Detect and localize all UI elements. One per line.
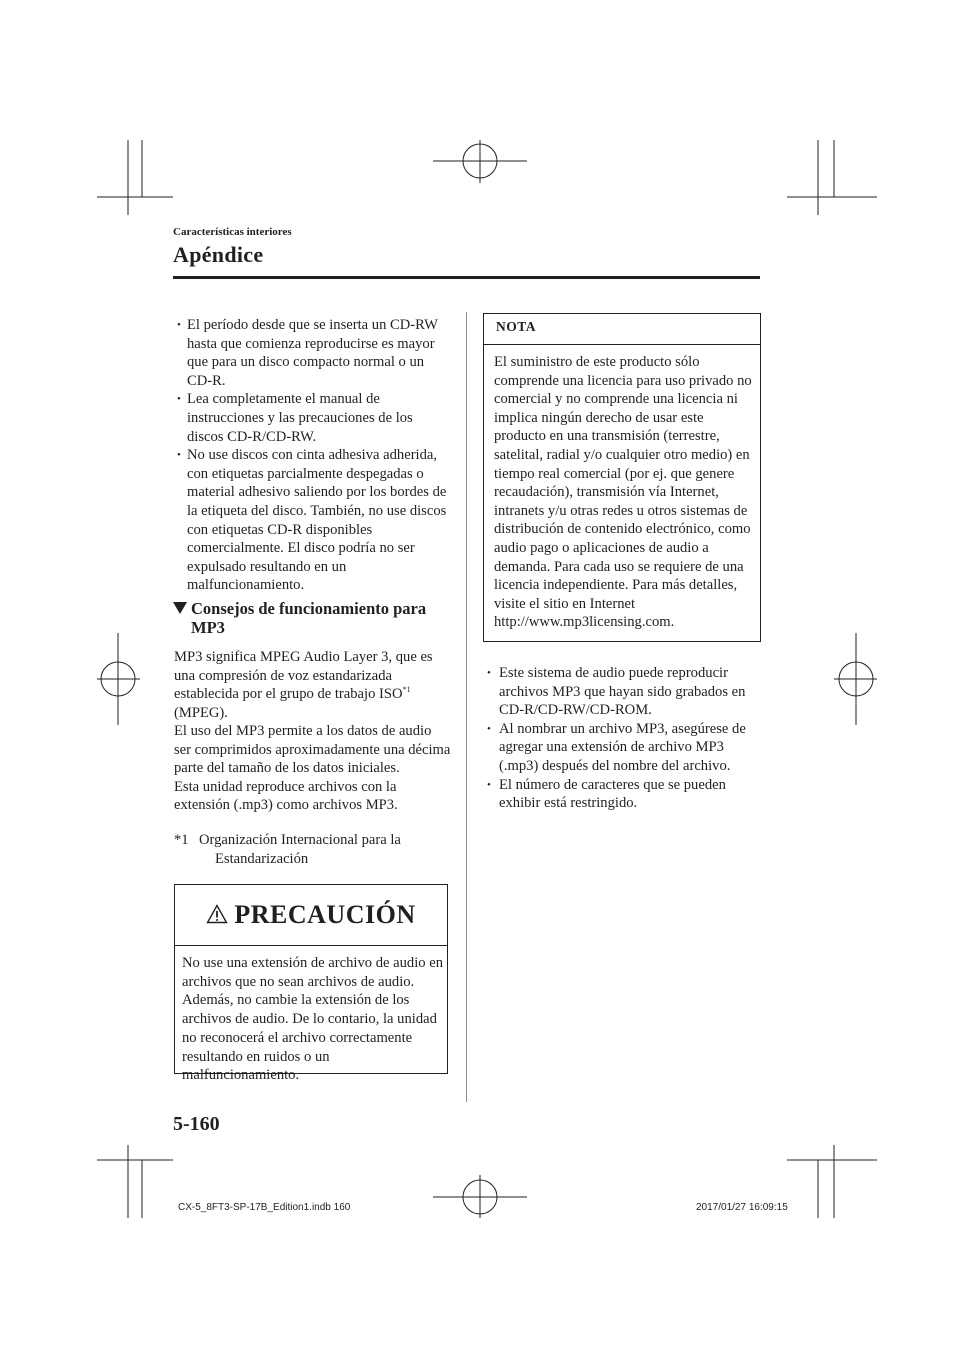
print-timestamp: 2017/01/27 16:09:15	[696, 1202, 788, 1213]
warning-icon	[206, 904, 228, 924]
mp3-description	[174, 648, 452, 815]
mp3-text: (MPEG).	[174, 704, 228, 721]
mp3-text: MP3 significa MPEG Audio Layer 3, que es una compresión de voz estandarizada establecida por el grupo de trabajo ISO	[174, 649, 433, 702]
list-item: • Al nombrar un archivo MP3, asegúrese de agregar una extensión de archivo MP3 (.mp3) después del nombre del archivo.	[484, 720, 756, 776]
note-divider	[484, 344, 760, 345]
footnote-text: Organización Internacional para la	[199, 832, 401, 848]
subheading-text: Consejos de funcionamiento para MP3	[191, 599, 427, 637]
right-bullet-list	[484, 664, 756, 813]
footnote-number: *1	[174, 832, 189, 848]
footnote-text: Estandarización	[215, 850, 309, 867]
note-title: NOTA	[496, 319, 537, 334]
header-rule	[173, 276, 760, 279]
caution-text: No use una extensión de archivo de audio en archivos que no sean archivos de audio. Además, no cambie la extensión de los archivos de audio. De lo contario, la unidad no reconocerá el archivo correctamente resultando en ruidos o un malfuncionamiento.	[182, 955, 443, 1084]
list-item: • El número de caracteres que se pueden exhibir está restringido.	[484, 776, 756, 813]
note-box	[483, 313, 761, 642]
list-item: • No use discos con cinta adhesiva adherida, con etiquetas parcialmente despegadas o material adhesivo saliendo por los bordes de la etiqueta del disco. También, no use discos con etiquetas CD-R disponibles comercialmente. El disco podría no ser expulsado resultando en un malfuncionamiento.	[174, 446, 450, 595]
list-item: • El período desde que se inserta un CD-RW hasta que comienza reproducirse es mayor que para un disco compacto normal o un CD-R.	[174, 316, 450, 390]
left-bullet-list	[174, 316, 450, 595]
triangle-bullet-icon	[173, 602, 187, 614]
note-text: El suministro de este producto sólo comprende una licencia para uso privado no comercial y no comprende una licencia ni implica ningún derecho de usar este producto en una transmisión (terrestre, satelital, radial y/o cualquier otro medio) en tiempo real comercial (por ej. que genere recaudación), transmisión vía Internet, intranets y/u otras redes u otros sistemas de distribución de contenido electrónico, como audio pago o aplicaciones de audio a demanda. Para cada uso se requiere de una licencia independiente. Para más detalles, visite el sitio en Internet http://www.mp3licensing.com.	[494, 354, 752, 631]
print-file-info: CX-5_8FT3-SP-17B_Edition1.indb 160	[178, 1202, 351, 1213]
section-label: Características interiores	[173, 226, 292, 238]
caution-divider	[175, 945, 447, 946]
page-title: Apéndice	[173, 242, 264, 267]
page-number: 5-160	[173, 1113, 220, 1135]
column-divider	[466, 312, 467, 1102]
footnote	[174, 831, 450, 868]
mp3-paragraph	[174, 648, 452, 722]
list-item: • Este sistema de audio puede reproducir archivos MP3 que hayan sido grabados en CD-R/CD-RW/CD-ROM.	[484, 664, 756, 720]
caution-box	[174, 884, 448, 1084]
caution-title: PRECAUCIÓN	[234, 900, 416, 929]
list-item: • Lea completamente el manual de instrucciones y las precauciones de los discos CD-R/CD-RW.	[174, 390, 450, 446]
mp3-paragraph: Esta unidad reproduce archivos con la extensión (.mp3) como archivos MP3.	[174, 778, 398, 813]
footnote-ref: *1	[402, 685, 411, 695]
caution-heading	[175, 900, 447, 930]
mp3-subheading	[173, 599, 453, 637]
mp3-paragraph: El uso del MP3 permite a los datos de audio ser comprimidos aproximadamente una décima parte del tamaño de los datos iniciales.	[174, 723, 451, 776]
